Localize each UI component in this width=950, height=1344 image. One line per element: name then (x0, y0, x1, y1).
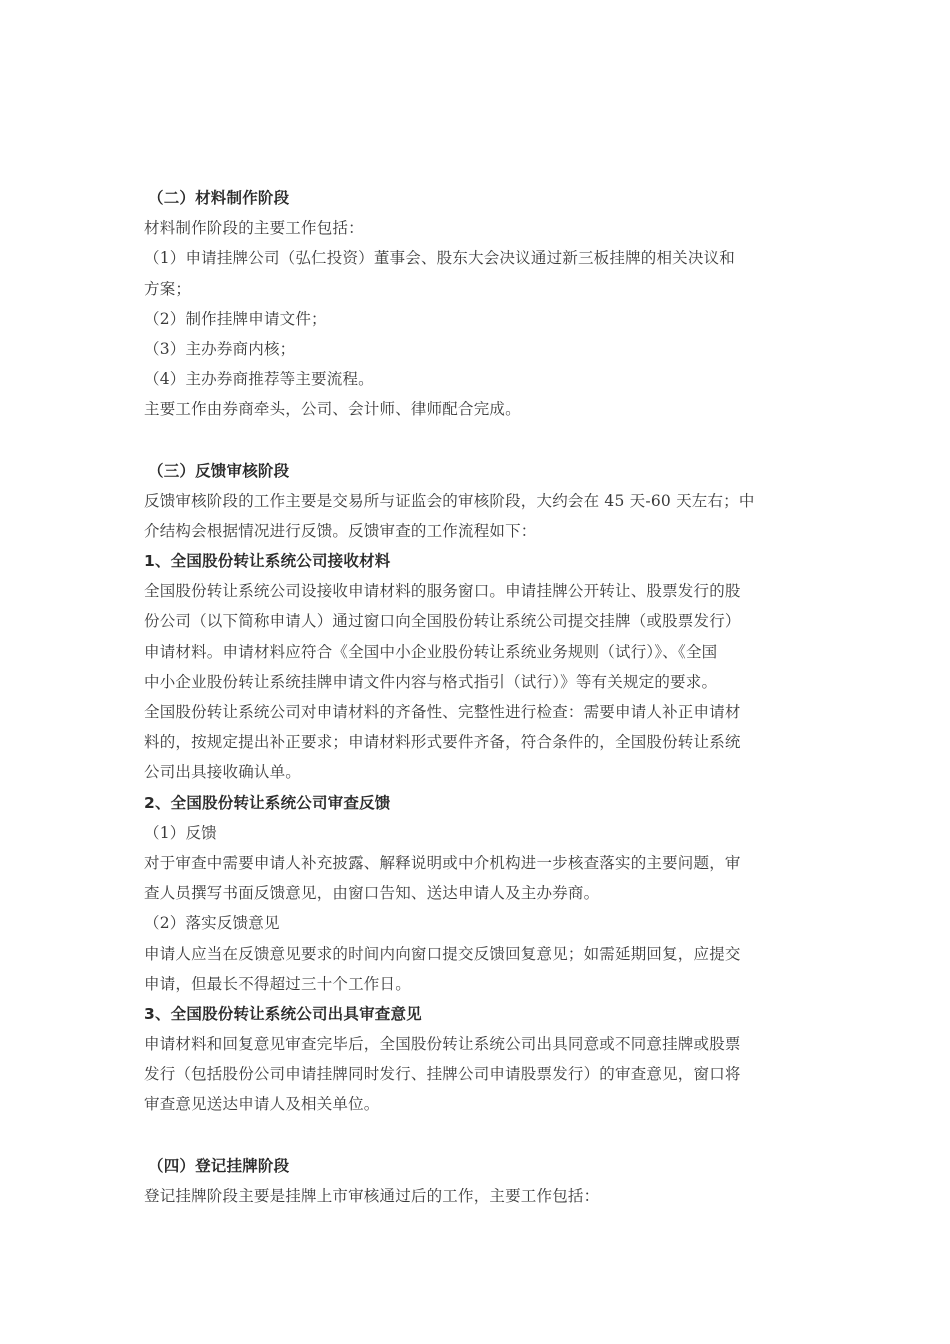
spacer (144, 425, 808, 456)
list-item: （2）制作挂牌申请文件； (144, 309, 327, 328)
step-heading: 2、全国股份转让系统公司审查反馈 (144, 793, 391, 812)
paragraph-line: 发行（包括股份公司申请挂牌同时发行、挂牌公司申请股票发行）的审查意见，窗口将 (144, 1065, 741, 1084)
paragraph: 主要工作由券商牵头，公司、会计师、律师配合完成。 (144, 400, 521, 419)
paragraph-line: 中小企业股份转让系统挂牌申请文件内容与格式指引（试行）》等有关规定的要求。 (144, 672, 718, 691)
section-heading: （三）反馈审核阶段 (148, 461, 290, 480)
list-item: （1）申请挂牌公司（弘仁投资）董事会、股东大会决议通过新三板挂牌的相关决议和 (144, 249, 735, 268)
paragraph-line: 申请材料。申请材料应符合《全国中小企业股份转让系统业务规则（试行）》、《全国 (144, 642, 718, 661)
paragraph-line: 查人员撰写书面反馈意见，由窗口告知、送达申请人及主办券商。 (144, 884, 600, 903)
paragraph: 材料制作阶段的主要工作包括： (144, 219, 364, 238)
list-item-continuation: 方案； (144, 279, 192, 298)
paragraph-line: 介结构会根据情况进行反馈。反馈审查的工作流程如下： (144, 521, 537, 540)
paragraph-line: 申请，但最长不得超过三十个工作日。 (144, 974, 411, 993)
paragraph-line: 申请材料和回复意见审查完毕后，全国股份转让系统公司出具同意或不同意挂牌或股票 (144, 1035, 741, 1054)
list-item: （4）主办券商推荐等主要流程。 (144, 370, 374, 389)
document-page (144, 183, 808, 1211)
paragraph-line: 全国股份转让系统公司对申请材料的齐备性、完整性进行检查：需要申请人补正申请材 (144, 703, 741, 721)
list-item: （3）主办券商内核； (144, 339, 296, 358)
section-heading: （二）材料制作阶段 (148, 189, 290, 207)
paragraph-line: 全国股份转让系统公司设接收申请材料的服务窗口。申请挂牌公开转让、股票发行的股 (144, 582, 741, 601)
paragraph-line: 料的，按规定提出补正要求；申请材料形式要件齐备，符合条件的，全国股份转让系统 (144, 733, 741, 752)
sub-heading: （1）反馈 (144, 823, 217, 842)
sub-heading: （2）落实反馈意见 (144, 914, 280, 933)
paragraph-line: 份公司（以下简称申请人）通过窗口向全国股份转让系统公司提交挂牌（或股票发行） (144, 612, 741, 631)
spacer (144, 1120, 808, 1151)
section-heading: （四）登记挂牌阶段 (148, 1156, 290, 1175)
paragraph-line: 申请人应当在反馈意见要求的时间内向窗口提交反馈回复意见；如需延期回复，应提交 (144, 944, 741, 963)
paragraph-line: 反馈审核阶段的工作主要是交易所与证监会的审核阶段，大约会在 45 天-60 天左右；中 (144, 491, 755, 510)
paragraph-line: 审查意见送达申请人及相关单位。 (144, 1095, 380, 1114)
paragraph-line: 公司出具接收确认单。 (144, 763, 302, 782)
step-heading: 1、全国股份转让系统公司接收材料 (144, 552, 391, 571)
paragraph-line: 对于审查中需要申请人补充披露、解释说明或中介机构进一步核查落实的主要问题，审 (144, 853, 741, 872)
paragraph: 登记挂牌阶段主要是挂牌上市审核通过后的工作，主要工作包括： (144, 1186, 600, 1205)
step-heading: 3、全国股份转让系统公司出具审查意见 (144, 1004, 422, 1023)
